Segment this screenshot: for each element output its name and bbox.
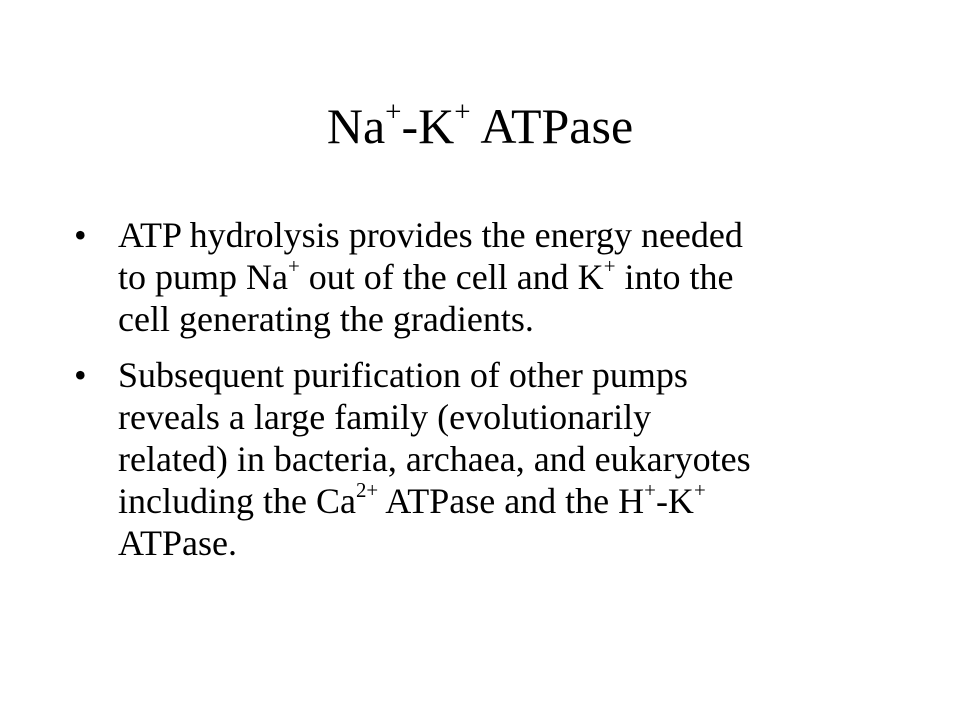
- bullet-2-line-4-text-a: including the Ca: [118, 481, 356, 521]
- bullet-2-superscript-k: +: [693, 478, 706, 503]
- bullet-1-superscript-na: +: [287, 254, 300, 279]
- bullet-1-line-1: ATP hydrolysis provides the energy needed: [118, 215, 743, 255]
- bullet-2-superscript-ca: 2+: [355, 478, 379, 503]
- bullet-1-line-2-text-c: into the: [615, 257, 734, 297]
- slide-title: [0, 96, 960, 156]
- bullet-2-line-2: reveals a large family (evolutionarily: [118, 397, 652, 437]
- bullet-1-line-2: [118, 256, 874, 298]
- bullet-2-line-4-text-b: ATPase and the H: [378, 481, 645, 521]
- bullet-1-line-3: cell generating the gradients.: [118, 299, 534, 339]
- bullet-2-line-3: related) in bacteria, archaea, and eukaryotes: [118, 439, 751, 479]
- title-superscript-na: +: [385, 96, 402, 129]
- bullet-1-superscript-k: +: [603, 254, 616, 279]
- bullet-1-line-2-text-b: out of the cell and K: [299, 257, 604, 297]
- bullet-item-pump-family: [74, 354, 874, 564]
- bullet-2-line-4: [118, 480, 874, 522]
- bullet-list: [74, 214, 874, 578]
- bullet-1-line-2-text-a: to pump Na: [118, 257, 288, 297]
- bullet-marker: •: [74, 215, 87, 255]
- title-end: ATPase: [470, 98, 634, 154]
- bullet-item-atp-hydrolysis: [74, 214, 874, 340]
- bullet-2-line-1: Subsequent purification of other pumps: [118, 355, 688, 395]
- title-superscript-k: +: [454, 96, 471, 129]
- title-mid: -K: [401, 98, 455, 154]
- bullet-marker: •: [74, 355, 87, 395]
- bullet-2-line-4-text-c: -K: [655, 481, 694, 521]
- bullet-2-superscript-h: +: [644, 478, 656, 503]
- title-base: Na: [326, 98, 386, 154]
- bullet-2-line-5: ATPase.: [118, 523, 237, 563]
